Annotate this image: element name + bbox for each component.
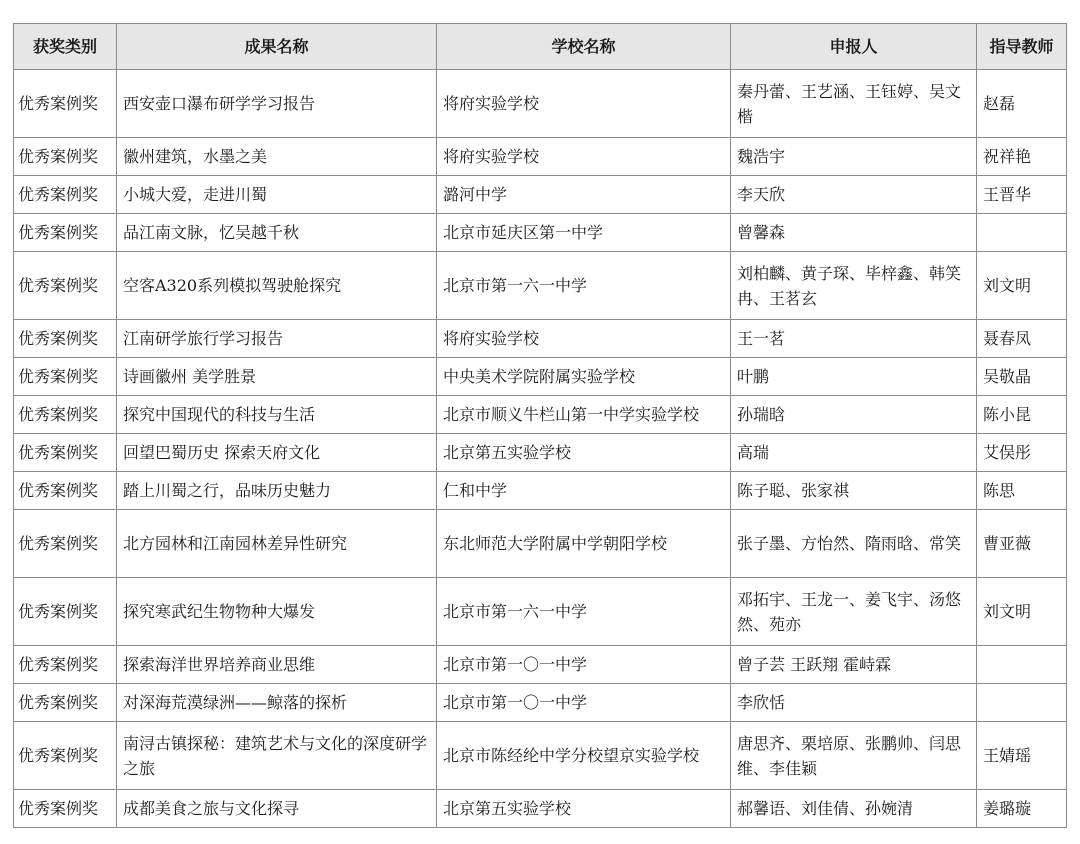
advisor-cell: 祝祥艳 <box>977 138 1067 176</box>
awards-table-container <box>13 23 1067 828</box>
applicants-cell: 叶鹏 <box>731 358 977 396</box>
table-row <box>14 214 1067 252</box>
title-cell: 小城大爱，走进川蜀 <box>117 176 437 214</box>
applicants-cell: 郝馨语、刘佳倩、孙婉清 <box>731 790 977 828</box>
title-cell: 踏上川蜀之行，品味历史魅力 <box>117 472 437 510</box>
applicants-cell: 邓拓宇、王龙一、姜飞宇、汤悠然、苑亦 <box>731 578 977 646</box>
advisor-cell: 曹亚薇 <box>977 510 1067 578</box>
advisor-cell: 刘文明 <box>977 578 1067 646</box>
title-cell: 探究寒武纪生物物种大爆发 <box>117 578 437 646</box>
advisor-cell <box>977 646 1067 684</box>
applicants-cell: 刘柏麟、黄子琛、毕梓鑫、韩笑冉、王茗玄 <box>731 252 977 320</box>
table-row <box>14 70 1067 138</box>
header-applicants: 申报人 <box>731 24 977 70</box>
table-row <box>14 396 1067 434</box>
award-cell: 优秀案例奖 <box>14 176 117 214</box>
school-cell: 北京市顺义牛栏山第一中学实验学校 <box>437 396 731 434</box>
school-cell: 北京第五实验学校 <box>437 434 731 472</box>
title-cell: 成都美食之旅与文化探寻 <box>117 790 437 828</box>
school-cell: 北京市陈经纶中学分校望京实验学校 <box>437 722 731 790</box>
table-row <box>14 434 1067 472</box>
school-cell: 将府实验学校 <box>437 138 731 176</box>
applicants-cell: 秦丹蕾、王艺涵、王钰婷、吴文楷 <box>731 70 977 138</box>
applicants-cell: 高瑞 <box>731 434 977 472</box>
award-cell: 优秀案例奖 <box>14 722 117 790</box>
applicants-cell: 王一茗 <box>731 320 977 358</box>
title-cell: 诗画徽州 美学胜景 <box>117 358 437 396</box>
table-row <box>14 252 1067 320</box>
table-row <box>14 578 1067 646</box>
school-cell: 北京市第一〇一中学 <box>437 684 731 722</box>
title-cell: 徽州建筑，水墨之美 <box>117 138 437 176</box>
table-row <box>14 510 1067 578</box>
applicants-cell: 李欣恬 <box>731 684 977 722</box>
applicants-cell: 魏浩宇 <box>731 138 977 176</box>
table-row <box>14 790 1067 828</box>
advisor-cell: 赵磊 <box>977 70 1067 138</box>
title-cell: 空客A320系列模拟驾驶舱探究 <box>117 252 437 320</box>
advisor-cell: 吴敬晶 <box>977 358 1067 396</box>
award-cell: 优秀案例奖 <box>14 472 117 510</box>
title-cell: 江南研学旅行学习报告 <box>117 320 437 358</box>
table-body <box>14 70 1067 828</box>
school-cell: 将府实验学校 <box>437 320 731 358</box>
award-cell: 优秀案例奖 <box>14 214 117 252</box>
award-cell: 优秀案例奖 <box>14 646 117 684</box>
advisor-cell: 聂春凤 <box>977 320 1067 358</box>
title-cell: 对深海荒漠绿洲——鲸落的探析 <box>117 684 437 722</box>
award-cell: 优秀案例奖 <box>14 510 117 578</box>
award-cell: 优秀案例奖 <box>14 578 117 646</box>
table-row <box>14 646 1067 684</box>
advisor-cell: 王婧瑶 <box>977 722 1067 790</box>
advisor-cell: 陈思 <box>977 472 1067 510</box>
title-cell: 西安壶口瀑布研学学习报告 <box>117 70 437 138</box>
award-cell: 优秀案例奖 <box>14 320 117 358</box>
awards-table <box>13 23 1067 828</box>
applicants-cell: 唐思齐、栗培原、张鹏帅、闫思维、李佳颖 <box>731 722 977 790</box>
advisor-cell <box>977 214 1067 252</box>
award-cell: 优秀案例奖 <box>14 70 117 138</box>
school-cell: 北京市第一〇一中学 <box>437 646 731 684</box>
applicants-cell: 李天欣 <box>731 176 977 214</box>
award-cell: 优秀案例奖 <box>14 434 117 472</box>
advisor-cell: 姜璐璇 <box>977 790 1067 828</box>
table-row <box>14 320 1067 358</box>
header-advisor: 指导教师 <box>977 24 1067 70</box>
advisor-cell: 陈小昆 <box>977 396 1067 434</box>
header-award-category: 获奖类别 <box>14 24 117 70</box>
table-row <box>14 176 1067 214</box>
title-cell: 回望巴蜀历史 探索天府文化 <box>117 434 437 472</box>
award-cell: 优秀案例奖 <box>14 684 117 722</box>
applicants-cell: 曾馨森 <box>731 214 977 252</box>
table-row <box>14 472 1067 510</box>
school-cell: 仁和中学 <box>437 472 731 510</box>
applicants-cell: 张子墨、方怡然、隋雨晗、常笑 <box>731 510 977 578</box>
school-cell: 东北师范大学附属中学朝阳学校 <box>437 510 731 578</box>
school-cell: 北京市延庆区第一中学 <box>437 214 731 252</box>
applicants-cell: 孙瑞晗 <box>731 396 977 434</box>
applicants-cell: 曾子芸 王跃翔 霍峙霖 <box>731 646 977 684</box>
award-cell: 优秀案例奖 <box>14 358 117 396</box>
advisor-cell: 刘文明 <box>977 252 1067 320</box>
advisor-cell: 王晋华 <box>977 176 1067 214</box>
school-cell: 北京市第一六一中学 <box>437 252 731 320</box>
applicants-cell: 陈子聪、张家祺 <box>731 472 977 510</box>
title-cell: 探究中国现代的科技与生活 <box>117 396 437 434</box>
award-cell: 优秀案例奖 <box>14 396 117 434</box>
table-row <box>14 138 1067 176</box>
table-row <box>14 684 1067 722</box>
header-result-title: 成果名称 <box>117 24 437 70</box>
school-cell: 潞河中学 <box>437 176 731 214</box>
school-cell: 将府实验学校 <box>437 70 731 138</box>
table-row <box>14 358 1067 396</box>
award-cell: 优秀案例奖 <box>14 790 117 828</box>
title-cell: 北方园林和江南园林差异性研究 <box>117 510 437 578</box>
advisor-cell <box>977 684 1067 722</box>
award-cell: 优秀案例奖 <box>14 138 117 176</box>
table-header-row <box>14 24 1067 70</box>
school-cell: 中央美术学院附属实验学校 <box>437 358 731 396</box>
advisor-cell: 艾俣彤 <box>977 434 1067 472</box>
title-cell: 探索海洋世界培养商业思维 <box>117 646 437 684</box>
table-row <box>14 722 1067 790</box>
title-cell: 品江南文脉，忆吴越千秋 <box>117 214 437 252</box>
title-cell: 南浔古镇探秘：建筑艺术与文化的深度研学之旅 <box>117 722 437 790</box>
school-cell: 北京第五实验学校 <box>437 790 731 828</box>
header-school-name: 学校名称 <box>437 24 731 70</box>
award-cell: 优秀案例奖 <box>14 252 117 320</box>
school-cell: 北京市第一六一中学 <box>437 578 731 646</box>
